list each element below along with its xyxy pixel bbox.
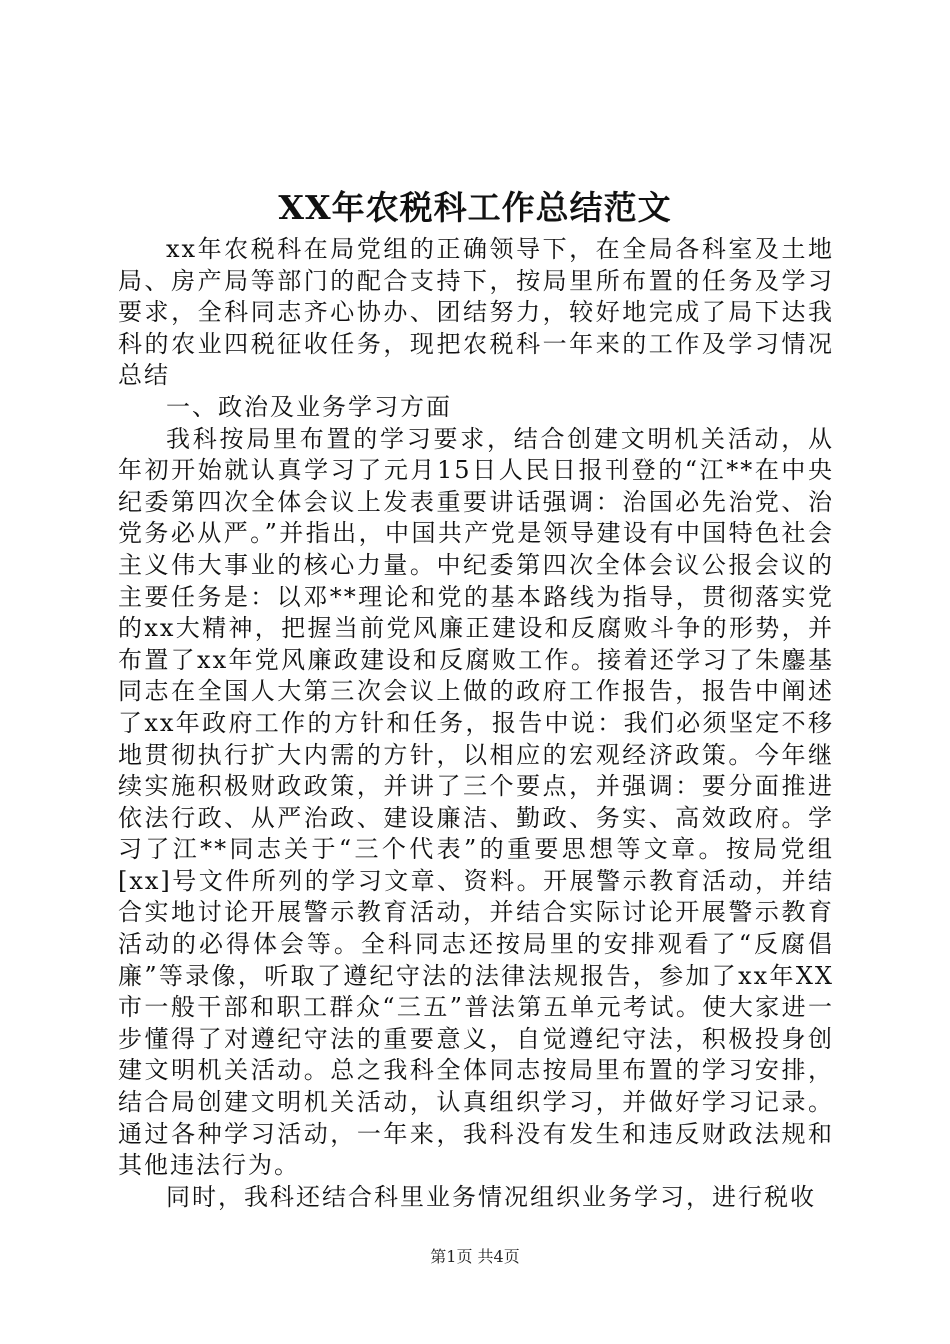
intro-paragraph: xx年农税科在局党组的正确领导下，在全局各科室及土地局、房产局等部门的配合支持下，按局里所布置的任务及学习要求，全科同志齐心协办、团结努力，较好地完成了局下达我科的农业四税征收任务，现把农税科一年来的工作及学习情况总结 — [118, 235, 834, 390]
section-heading: 一、政治及业务学习方面 — [166, 392, 452, 421]
document-body — [118, 234, 834, 1213]
page-number-footer: 第1页 共4页 — [430, 1247, 520, 1266]
document-title: XX年农税科工作总结范文 — [278, 188, 672, 227]
study-paragraph: 我科按局里布置的学习要求，结合创建文明机关活动，从年初开始就认真学习了元月15日人民日报刊登的“江**在中央纪委第四次全体会议上发表重要讲话强调：治国必先治党、治党务必从严。”并指出，中国共产党是领导建设有中国特色社会主义伟大事业的核心力量。中纪委第四次全体会议公报会议的主要任务是：以邓**理论和党的基本路线为指导，贯彻落实党的xx大精神，把握当前党风廉正建设和反腐败斗争的形势，并布置了xx年党风廉政建设和反腐败工作。接着还学习了朱鏖基同志在全国人大第三次会议上做的政府工作报告，报告中阐述了xx年政府工作的方针和任务，报告中说：我们必须坚定不移地贯彻执行扩大内需的方针，以相应的宏观经济政策。今年继续实施积极财政政策，并讲了三个要点，并强调：要分面推进依法行政、从严治政、建设廉洁、勤政、务实、高效政府。学习了江**同志关于“三个代表”的重要思想等文章。按局党组[xx]号文件所列的学习文章、资料。开展警示教育活动，并结合实地讨论开展警示教育活动，并结合实际讨论开展警示教育活动的必得体会等。全科同志还按局里的安排观看了“反腐倡廉”等录像，听取了遵纪守法的法律法规报告，参加了xx年XX市一般干部和职工群众“三五”普法第五单元考试。使大家进一步懂得了对遵纪守法的重要意义，自觉遵纪守法，积极投身创建文明机关活动。总之我科全体同志按局里布置的学习安排，结合局创建文明机关活动，认真组织学习，并做好学习记录。通过各种学习活动，一年来，我科没有发生和违反财政法规和其他违法行为。 — [118, 424, 834, 1180]
business-study-paragraph: 同时，我科还结合科里业务情况组织业务学习，进行税收 — [166, 1182, 816, 1211]
